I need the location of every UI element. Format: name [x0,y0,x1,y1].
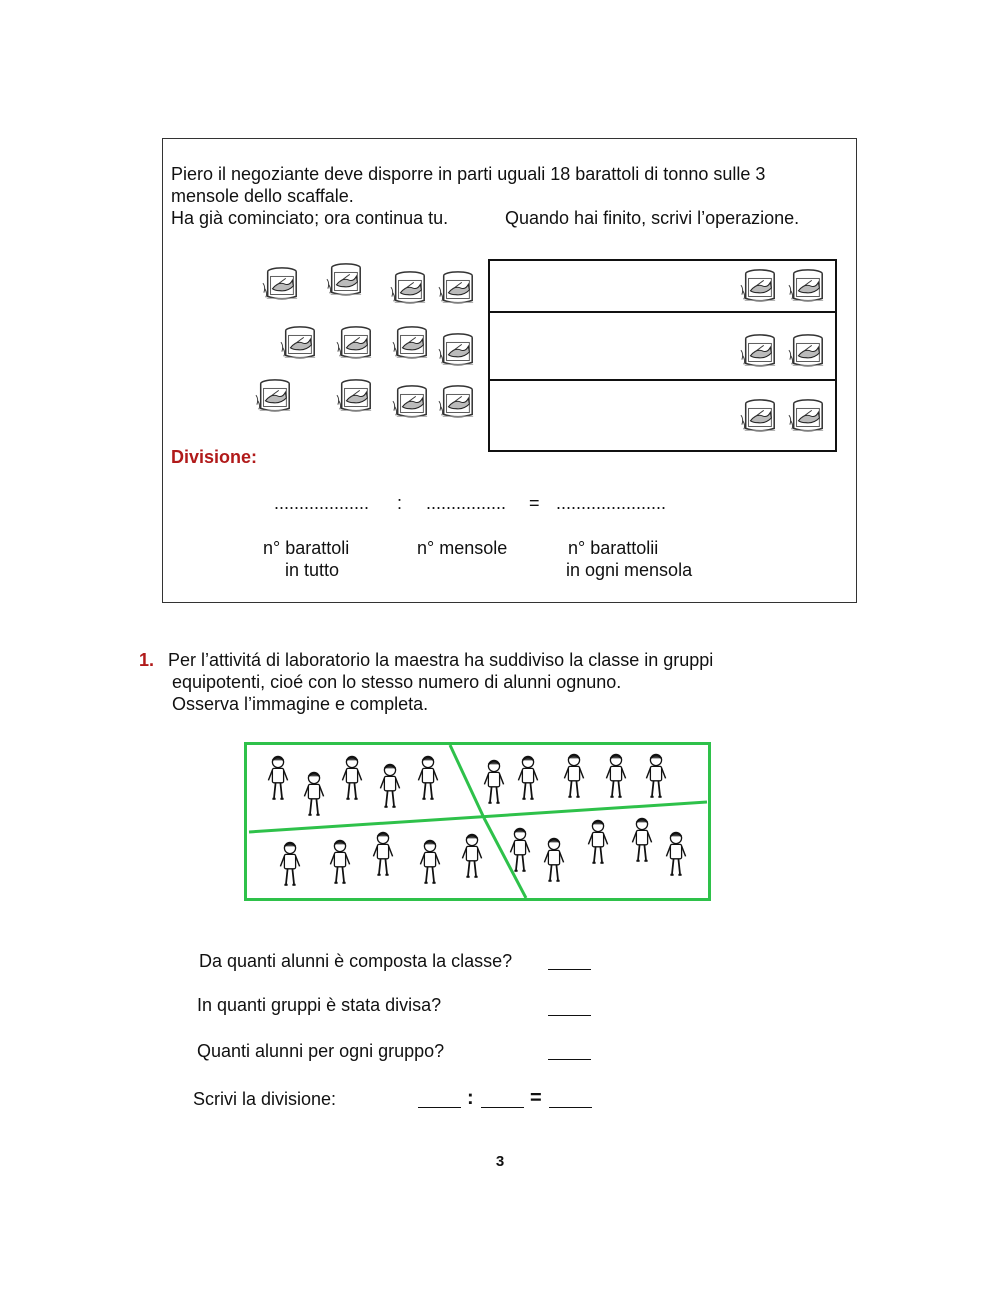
write-division-label: Scrivi la divisione: [193,1089,337,1109]
tuna-jar-icon [740,268,778,306]
ex2-line-1: Per l’attivitá di laboratorio la maestra ha suddiviso la classe in gruppi [168,650,714,670]
caption-dividend-2: in tutto [285,560,340,580]
page-number: 3 [495,1153,505,1170]
intro-line-3b: Quando hai finito, scrivi l’operazione. [505,208,800,228]
answer-class-size[interactable] [548,952,591,970]
shelf-3[interactable] [488,379,837,452]
ex2-line-2: equipotenti, cioé con lo stesso numero di alunni ognuno. [172,672,622,692]
shelf-1[interactable] [488,259,837,313]
tuna-jar-icon [336,378,374,416]
division-colon: : [467,1087,474,1109]
ex2-line-3: Osserva l’immagine e completa. [172,694,429,714]
division-equals: = [530,1087,542,1109]
division-label: Divisione: [171,447,258,467]
tuna-jar-icon [788,398,826,436]
tuna-jar-icon [392,384,430,422]
tuna-jar-icon [280,325,318,363]
caption-quotient-2: in ogni mensola [566,560,693,580]
intro-line-1: Piero il negoziante deve disporre in parti uguali 18 barattoli di tonno sulle 3 [171,164,766,184]
tuna-jar-icon [262,266,300,304]
divisor-blank[interactable]: ................ [426,493,507,513]
quotient-blank[interactable]: ...................... [556,493,667,513]
tuna-jar-icon [740,398,778,436]
tuna-jar-icon [438,270,476,308]
question-groups: In quanti gruppi è stata divisa? [197,995,442,1015]
intro-line-3a: Ha già cominciato; ora continua tu. [171,208,449,228]
question-per-group: Quanti alunni per ogni gruppo? [197,1041,445,1061]
intro-line-2: mensole dello scaffale. [171,186,354,206]
division-quotient-blank[interactable] [549,1090,592,1108]
division-dividend-blank[interactable] [418,1090,461,1108]
tuna-jar-icon [788,333,826,371]
division-divisor-blank[interactable] [481,1090,524,1108]
tuna-jar-icon [336,325,374,363]
children-groups-image [244,742,711,901]
tuna-jar-icon [390,270,428,308]
answer-groups[interactable] [548,998,591,1016]
answer-per-group[interactable] [548,1042,591,1060]
tuna-jar-icon [392,325,430,363]
caption-divisor: n° mensole [417,538,508,558]
equals-sign: = [529,493,540,513]
tuna-jar-icon [326,262,364,300]
question-class-size: Da quanti alunni è composta la classe? [199,951,513,971]
exercise-number: 1. [139,650,155,670]
tuna-jar-icon [438,384,476,422]
tuna-jar-icon [740,333,778,371]
dividend-blank[interactable]: ................... [274,493,370,513]
caption-dividend-1: n° barattoli [263,538,350,558]
tuna-jar-icon [438,332,476,370]
caption-quotient-1: n° barattolii [568,538,659,558]
shelf-2[interactable] [488,311,837,381]
tuna-jar-icon [788,268,826,306]
colon-sign: : [397,493,403,513]
tuna-jar-icon [255,378,293,416]
